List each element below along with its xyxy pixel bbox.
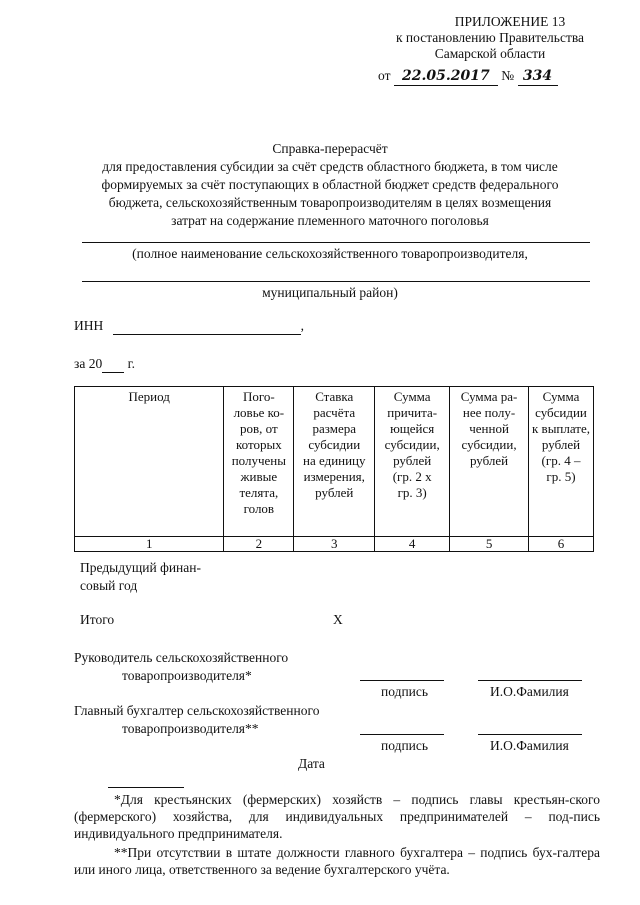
handwritten-date: 22.05.2017: [394, 68, 498, 86]
column-number: 1: [75, 537, 224, 552]
header-payout-amount: Сумма субсидии к выплате, рублей (гр. 4 – гр. 5): [529, 387, 594, 537]
document-title: [40, 140, 620, 230]
year-prefix: за 20: [74, 356, 103, 371]
footnote-2: **При отсутствии в штате должности главного бухгалтера – подпись бух-галтера или иного лица, ответственного за ведение бухгалтерского учёта.: [74, 845, 600, 877]
title-line: Справка-перерасчёт: [272, 141, 388, 156]
header-livestock: Пого- ловье ко- ров, от которых получены живые телята, голов: [224, 387, 294, 537]
header-rate: Ставка расчёта размера субсидии на единицу измерения, рублей: [294, 387, 375, 537]
footnote-separator: [108, 787, 184, 788]
handwritten-number: 334: [518, 68, 558, 86]
appendix-line-2: Самарской области: [434, 46, 546, 61]
head-signature-line[interactable]: [360, 680, 444, 681]
date-prefix: от: [378, 68, 391, 83]
inn-field[interactable]: [113, 318, 301, 335]
year-row: [74, 356, 135, 373]
footnote-1: *Для крестьянских (фермерских) хозяйств – подпись главы крестьян-ского (фермерского) хозяйства, для индивидуальных предпринимателей – под-пись индивидуального предпринимателя.: [74, 792, 600, 841]
column-number: 3: [294, 537, 375, 552]
title-line: формируемых за счёт поступающих в областной бюджет средств федерального: [101, 177, 559, 192]
title-line: для предоставления субсидии за счёт средств областного бюджета, в том числе: [102, 159, 558, 174]
header-period: Период: [75, 387, 224, 537]
header-due-amount: Сумма причита- ющейся субсидии, рублей (гр. 2 х гр. 3): [375, 387, 450, 537]
title-line: бюджета, сельскохозяйственным товаропроизводителям в целях возмещения: [108, 195, 552, 210]
name-blank-line-2[interactable]: [82, 281, 590, 282]
total-mark: Х: [333, 612, 343, 627]
accountant-signature-caption: подпись: [381, 738, 429, 753]
accountant-name-caption: И.О.Фамилия: [490, 738, 569, 753]
column-number: 4: [375, 537, 450, 552]
appendix-block: [370, 14, 610, 62]
head-name-caption: И.О.Фамилия: [490, 684, 569, 699]
head-name-line[interactable]: [478, 680, 582, 681]
name-hint-1: (полное наименование сельскохозяйственного товаропроизводителя,: [132, 246, 528, 261]
date-label: Дата: [298, 756, 325, 771]
column-number: 5: [450, 537, 529, 552]
accountant-name-line[interactable]: [478, 734, 582, 735]
appendix-line-1: к постановлению Правительства: [395, 30, 585, 45]
column-number: 6: [529, 537, 594, 552]
column-number: 2: [224, 537, 294, 552]
table-header-row: [75, 387, 594, 537]
number-prefix: №: [501, 68, 515, 83]
inn-suffix: ,: [300, 318, 304, 333]
year-field[interactable]: [102, 356, 124, 373]
subsidy-table: [74, 386, 594, 552]
inn-row: [74, 318, 304, 335]
previous-year-row: Предыдущий финан- совый год: [80, 560, 201, 593]
inn-label: ИНН: [74, 318, 104, 333]
name-blank-line-1[interactable]: [82, 242, 590, 243]
accountant-signature-line[interactable]: [360, 734, 444, 735]
appendix-date-line: [378, 68, 558, 86]
name-hint-2: муниципальный район): [262, 285, 398, 300]
head-signature-caption: подпись: [381, 684, 429, 699]
header-received-amount: Сумма ра- нее полу- ченной субсидии, рублей: [450, 387, 529, 537]
year-suffix: г.: [127, 356, 135, 371]
total-label: Итого: [80, 612, 115, 627]
appendix-title: ПРИЛОЖЕНИЕ 13: [454, 14, 566, 29]
title-line: затрат на содержание племенного маточного поголовья: [171, 213, 489, 228]
head-signature-label: Руководитель сельскохозяйственного товаропроизводителя*: [74, 650, 289, 683]
accountant-signature-label: Главный бухгалтер сельскохозяйственного товаропроизводителя**: [74, 703, 320, 736]
table-number-row: [75, 537, 594, 552]
